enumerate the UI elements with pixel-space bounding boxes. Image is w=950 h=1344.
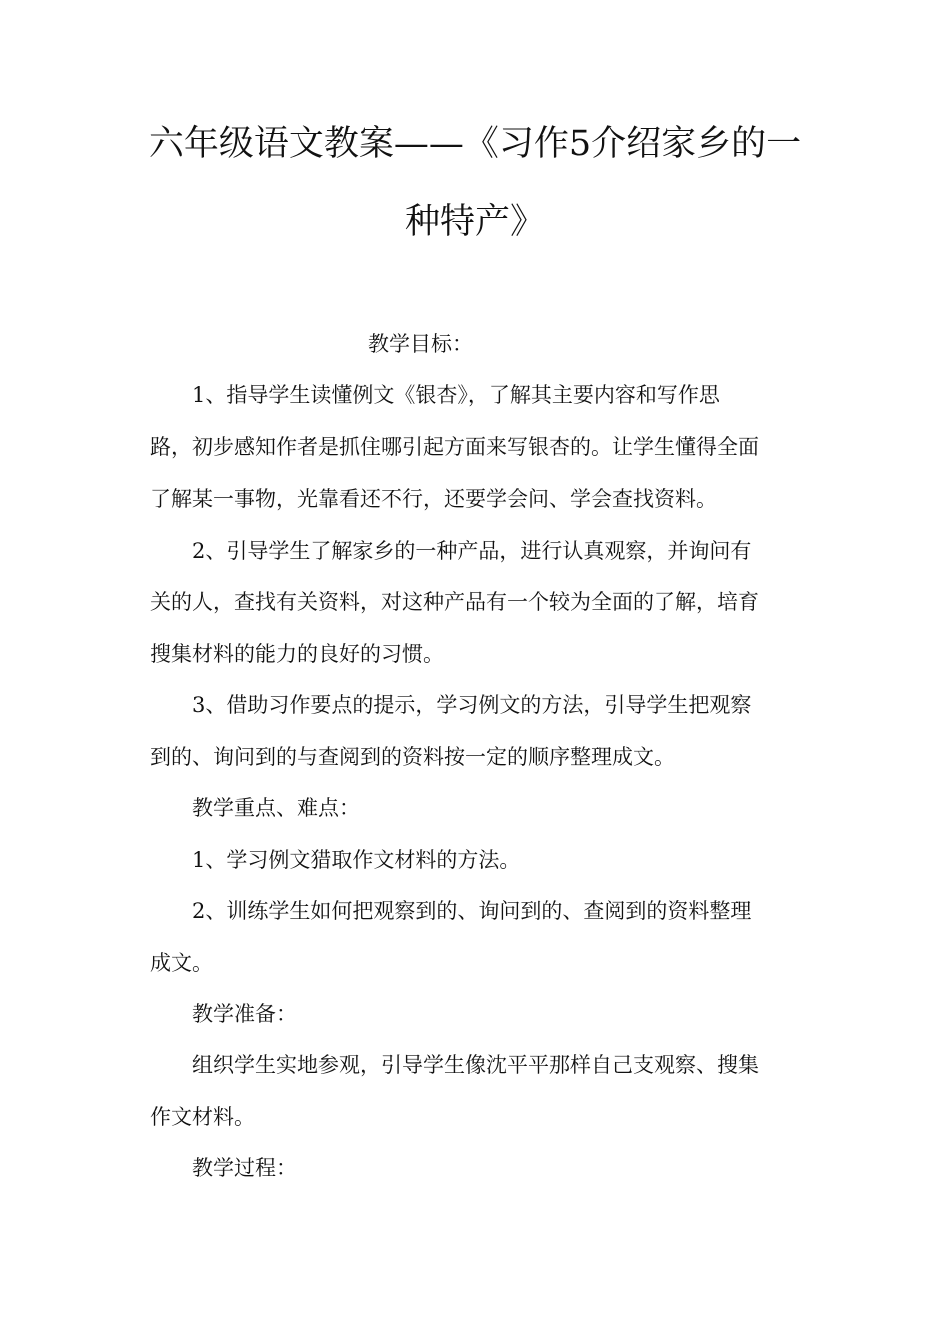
paragraph-line: 2、引导学生了解家乡的一种产品，进行认真观察，并询问有 (192, 539, 752, 563)
paragraph-line: 1、指导学生读懂例文《银杏》，了解其主要内容和写作思 (192, 383, 720, 407)
paragraph-line: 1、学习例文猎取作文材料的方法。 (192, 848, 521, 872)
paragraph-line: 到的、询问到的与查阅到的资料按一定的顺序整理成文。 (150, 745, 675, 769)
paragraph-line: 3、借助习作要点的提示，学习例文的方法，引导学生把观察 (192, 693, 752, 717)
paragraph-line: 路，初步感知作者是抓住哪引起方面来写银杏的。让学生懂得全面 (150, 435, 759, 459)
paragraph-line: 2、训练学生如何把观察到的、询问到的、查阅到的资料整理 (192, 899, 752, 923)
paragraph-line: 搜集材料的能力的良好的习惯。 (150, 642, 444, 666)
section-heading-preparation: 教学准备： (192, 1002, 297, 1026)
paragraph-line: 关的人，查找有关资料，对这种产品有一个较为全面的了解，培育 (150, 590, 759, 614)
section-heading-key-points: 教学重点、难点： (192, 796, 360, 820)
paragraph-line: 了解某一事物，光靠看还不行，还要学会问、学会查找资料。 (150, 487, 717, 511)
paragraph-line: 成文。 (150, 951, 213, 975)
section-heading-objectives: 教学目标： (368, 332, 473, 356)
paragraph-line: 作文材料。 (150, 1105, 255, 1129)
document-title-line-1: 六年级语文教案——《习作5介绍家乡的一 (148, 124, 802, 164)
paragraph-line: 组织学生实地参观，引导学生像沈平平那样自己支观察、搜集 (192, 1053, 759, 1077)
document-title-line-2: 种特产》 (404, 202, 545, 242)
section-heading-process: 教学过程： (192, 1156, 297, 1180)
